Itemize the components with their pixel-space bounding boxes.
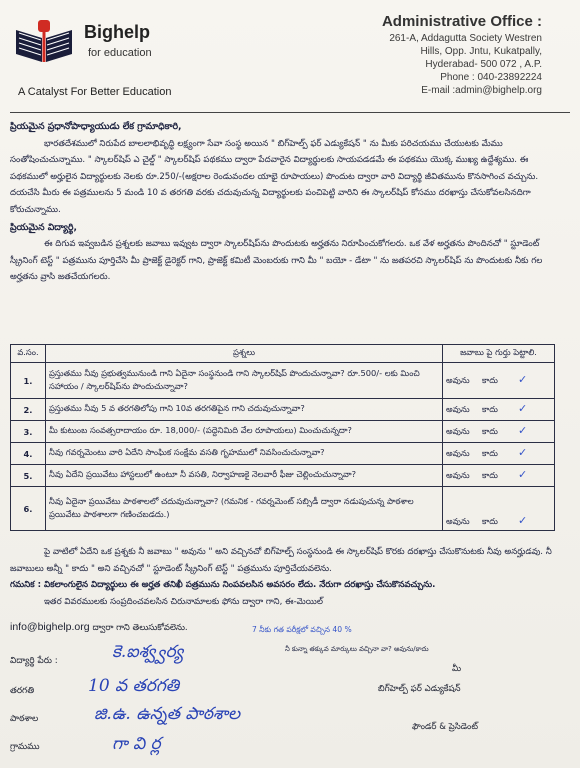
no-option[interactable]: కాదు [482, 448, 498, 458]
yes-option[interactable]: అవును [446, 404, 470, 414]
no-option[interactable]: కాదు [482, 426, 498, 436]
row-number: 1. [11, 363, 46, 399]
no-option[interactable]: కాదు [482, 470, 498, 480]
office-line: Hills, Opp. Jntu, Kukatpally, [420, 46, 542, 57]
column-header-number: వ.సం. [11, 345, 46, 363]
table-row [11, 363, 555, 399]
student-name-label: విద్యార్థి పేరు : [10, 656, 58, 666]
office-line: 261-A, Addagutta Society Westren [389, 33, 542, 44]
table-row [11, 487, 555, 531]
office-phone: Phone : 040-23892224 [440, 72, 542, 83]
check-mark-icon: ✓ [518, 514, 528, 527]
answer-cell[interactable] [443, 421, 555, 443]
contact-email-suffix: ద్వారా గాని తెలుసుకోవలెను. [92, 623, 188, 633]
office-title: Administrative Office : [381, 13, 542, 30]
no-option[interactable]: కాదు [482, 375, 498, 385]
table-row [11, 421, 555, 443]
brand-subtitle: for education [88, 47, 152, 59]
table-row [11, 465, 555, 487]
check-mark-icon: ✓ [518, 373, 528, 386]
answer-cell[interactable] [443, 465, 555, 487]
ineligibility-paragraph: పై వాటిలో ఏదేని ఒక ప్రశ్నకు నీ జవాబు " అవును " అని వచ్చినచో బిగ్‌హెల్ప్ సంస్థనుండి ఈ స్కాలర్‌షిప్ కొరకు దరఖాస్తు చేసుకొనుటకు నీవు అనర్హుడవు. నీ జవాబులు అన్నీ " కాదు " అని వచ్చినచో " స్టూడెంట్ స్క్రీనింగ్ టెస్ట్ " పత్రమును పూర్తిచేయవలెను. [10, 547, 552, 574]
intro-paragraph: భారతదేశములో నిరుపేద బాలలాభివృద్ధి లక్ష్యంగా సేవా సంస్థ అయిన " బిగ్‌హెల్ప్ ఫర్ ఎడ్యుకేషన్ " ను మీకు పరిచయము చేయుటకు మేము సంతోషించుచున్నాము. " స్కాలర్‌షిప్ ఎ చైల్డ్ " స్కాలర్‌షిప్ పథకము ద్వారా పేదవారైన విద్యార్థులకు సాయపడడమే ఈ పథకము యొక్క ముఖ్య ఉద్దేశ్యము. ఈ పథకములో అర్హులైన విద్యార్థులకు నెలకు రూ.250/-(అక్షరాల రెండువందల యాభై రూపాయలు) పొందుట ద్వారా వారి విద్యార్థి జీవితమును కొనసాగించ వచ్చును. దయచేసి మీరు ఈ పత్రములను 5 మండి 10 వ తరగతి వరకు చదువుచున్న విద్యార్థులకు పంచిపెట్టి వారిని ఈ స్కాలర్‌షిప్ కోసము దరఖాస్తు చేసుకోవలసినదిగా కోరుచున్నాము. [10, 138, 539, 215]
letter-body [10, 119, 555, 286]
column-header-answer: జవాబు పై గుర్తు పెట్టాలి. [443, 345, 555, 363]
tagline: A Catalyst For Better Education [18, 86, 172, 98]
eligibility-table [10, 344, 555, 531]
header-divider [10, 112, 570, 113]
no-option[interactable]: కాదు [482, 404, 498, 414]
bighelp-book-logo [12, 18, 76, 64]
check-mark-icon: ✓ [518, 446, 528, 459]
disabled-students-note: గమనిక : వికలాంగులైన విద్యార్థులు ఈ అర్హత తనిఖీ పత్రమును నింపవలసిన అవసరం లేదు. నేరుగా దరఖాస్తు చేసుకొనవచ్చును. [10, 580, 436, 591]
student-name-value[interactable]: కె.ఐశ్వ్వర్య [112, 642, 184, 662]
signature-closing: మీ [452, 664, 462, 674]
column-header-questions: ప్రశ్నలు [46, 345, 443, 363]
check-mark-icon: ✓ [518, 402, 528, 415]
signature-title: ఫౌండర్ & ప్రెసిడెంట్ [412, 722, 478, 732]
question-text: నీవు గవర్నమెంటు వారి ఏదేని సాంఘిక సంక్షేమ వసతి గృహములో నివసించుచున్నావా? [46, 443, 443, 465]
question-text: నీవు ఏదైనా ప్రయివేటు పాఠశాలలో చదువుచున్నావా? (గమనిక - గవర్నమెంట్ సబ్సిడీ ద్వారా నడుపుచున్న పాఠశాల ప్రయివేటు పాఠశాలగా గణించబడదు.) [46, 487, 443, 531]
signature-organization: బిగ్‌హెల్ప్ ఫర్ ఎడ్యుకేషన్ [378, 684, 461, 694]
row-number: 6. [11, 487, 46, 531]
yes-option[interactable]: అవును [446, 375, 470, 385]
village-label: గ్రామము [10, 742, 40, 752]
table-header-row [11, 345, 555, 363]
contact-email-line [10, 621, 188, 635]
class-label: తరగతి [10, 686, 35, 696]
no-option[interactable]: కాదు [482, 516, 498, 526]
answer-cell[interactable] [443, 363, 555, 399]
check-mark-icon: ✓ [518, 468, 528, 481]
office-line: Hyderabad- 500 072 , A.P. [425, 59, 542, 70]
salutation-student: ప్రియమైన విద్యార్థి, [10, 221, 77, 233]
village-value[interactable]: గా వి ర్ల [112, 734, 161, 754]
yes-option[interactable]: అవును [446, 470, 470, 480]
marks-question: నీ కున్నా తక్కువ మార్కులు వచ్చినా వా? అవును/కాదు [285, 645, 429, 653]
row-number: 4. [11, 443, 46, 465]
question-text: నీవు ఏదేని ప్రయివేటు హాస్టలులో ఉంటూ నీ వసతి, నిర్వాహణకై నెలవారీ ఫీజు చెల్లించుచున్నావా? [46, 465, 443, 487]
school-value[interactable]: జి.ఉ. ఉన్నత పాఠశాల [94, 704, 241, 724]
yes-option[interactable]: అవును [446, 448, 470, 458]
marks-note: 7 నీకు గత పరీక్షలో వచ్చిన 40 % [252, 625, 352, 634]
question-text: ప్రస్తుతము నీవు 5 వ తరగతిలోపు గాని 10వ తరగతిపైన గాని చదువుచున్నావా? [46, 399, 443, 421]
row-number: 3. [11, 421, 46, 443]
class-value[interactable]: 10 వ తరగతి [88, 676, 180, 696]
office-email: E-mail :admin@bighelp.org [421, 85, 542, 96]
answer-cell[interactable] [443, 443, 555, 465]
question-text: మీ కుటుంబ సంవత్సరాదాయం రూ. 18,000/- (పద్దెనిమిది వేల రూపాయలు) మించుచున్నదా? [46, 421, 443, 443]
answer-cell[interactable] [443, 487, 555, 531]
question-text: ప్రస్తుతము నీవు ప్రభుత్వమునుండి గాని ఏదైనా సంస్థనుండి గాని స్కాలర్‌షిప్ పొందుచున్నావా? రూ.500/- లకు మించి సహాయం / స్కాలర్‌షిప్‌ను పొందుచున్నావా? [46, 363, 443, 399]
contact-email-link[interactable]: info@bighelp.org [10, 621, 90, 633]
answer-cell[interactable] [443, 399, 555, 421]
row-number: 2. [11, 399, 46, 421]
office-address-block [382, 12, 542, 97]
check-mark-icon: ✓ [518, 424, 528, 437]
instructions-after-table [10, 544, 555, 610]
school-label: పాఠశాల [10, 714, 39, 724]
table-row [11, 399, 555, 421]
contact-paragraph: ఇతర వివరములకు సంప్రదించవలసిన చిరునామాలకు ఫోను ద్వారా గాని, ఈ-మెయిల్ [44, 596, 323, 607]
yes-option[interactable]: అవును [446, 426, 470, 436]
yes-option[interactable]: అవును [446, 516, 470, 526]
brand-name: Bighelp [84, 22, 150, 42]
salutation-headmaster: ప్రియమైన ప్రధానోపాధ్యాయుడు లేక గ్రామాధికారి, [10, 121, 182, 132]
table-row [11, 443, 555, 465]
instruction-paragraph: ఈ దిగువ ఇవ్వబడిన ప్రశ్నలకు జవాబు ఇవ్వుట ద్వారా స్కాలర్‌షిప్‌ను పొందుటకు అర్హతను నిరూపించుకోగలరు. ఒక వేళ అర్హతను పొందినచో " స్టూడెంట్ స్క్రీనింగ్ టెస్ట్ " పత్రమును పూర్తిచేసి మీ ప్రాజెక్ట్ డైరెక్టర్ గాని, ప్రాజెక్ట్ కమిటీ మెంబరుకు గాని మీ " బయో - డేటా " ను జతపరచి స్కాలర్‌షిప్ ను పొందుటకు నీకు గల అర్హతను వ్రాసి జతచేయగలరు. [10, 239, 543, 283]
row-number: 5. [11, 465, 46, 487]
